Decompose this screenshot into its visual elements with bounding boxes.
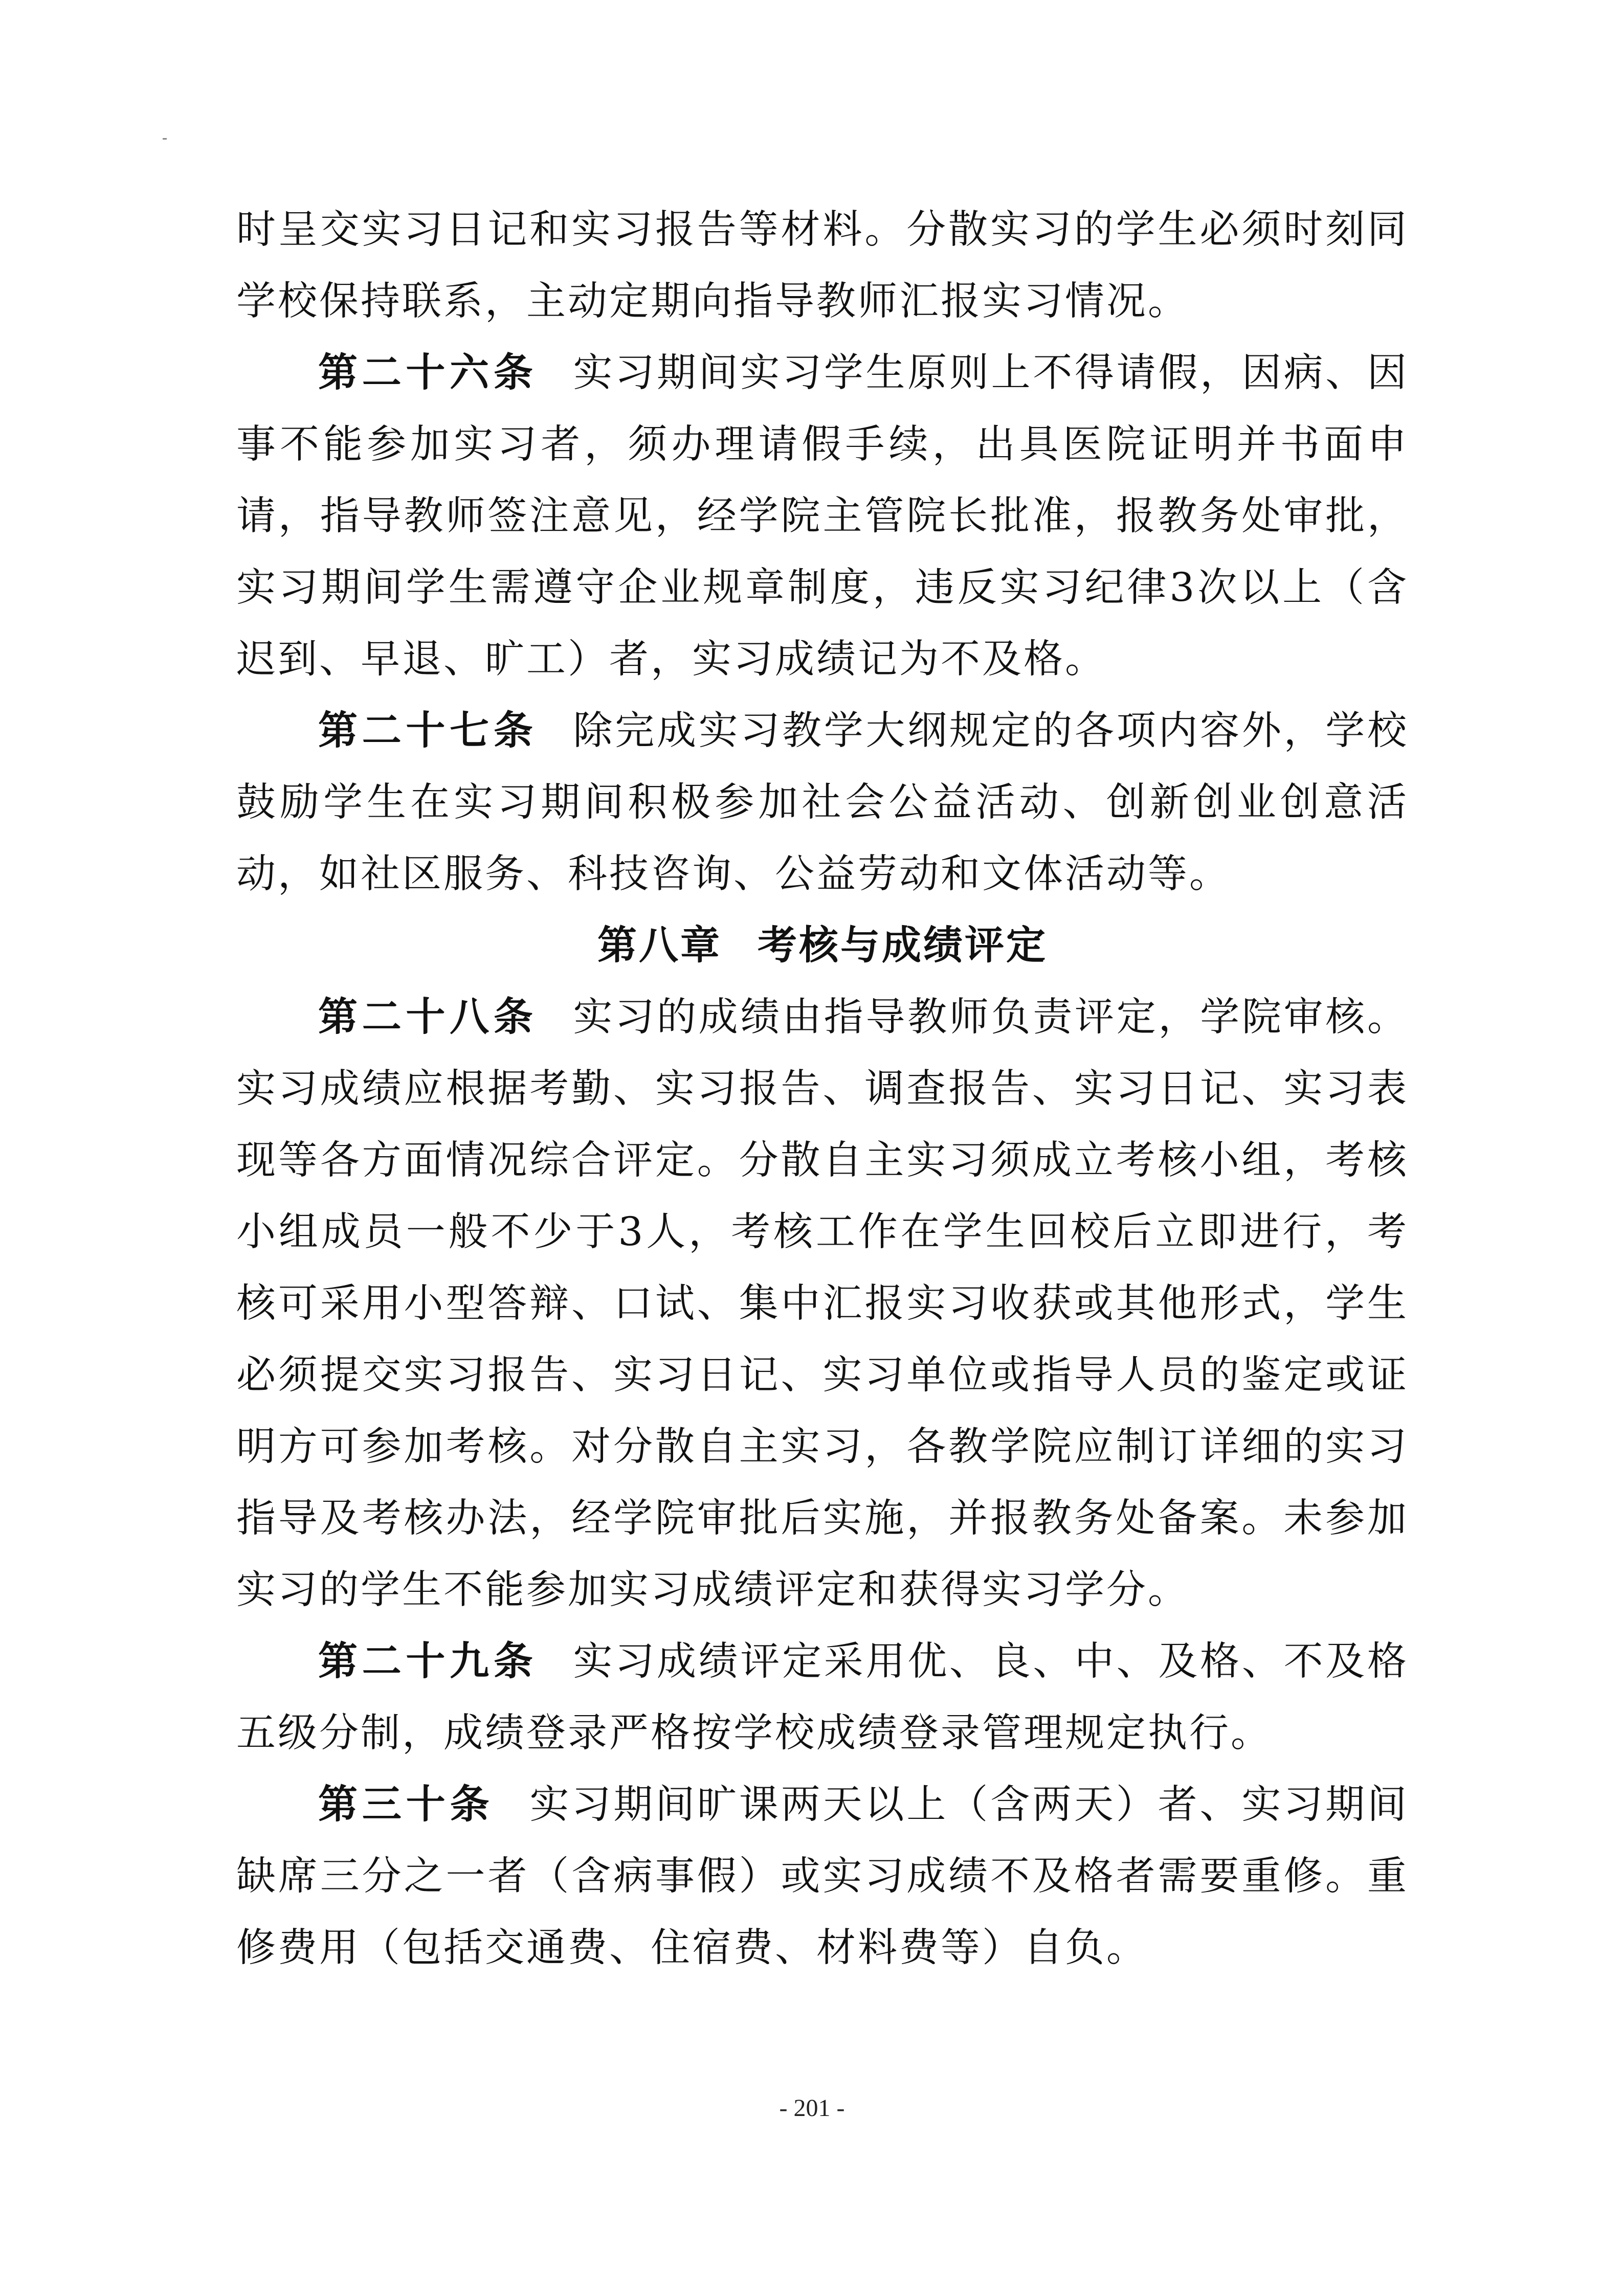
scan-mark	[163, 138, 167, 140]
article-text: 实习成绩评定采用优、良、中、及格、不及格五级分制，成绩登录严格按学校成绩登录管理规定执行。	[236, 1639, 1409, 1756]
chapter-number: 第八章	[597, 923, 722, 969]
article-text: 除完成实习教学大纲规定的各项内容外，学校鼓励学生在实习期间积极参加社会公益活动、创新创业创意活动，如社区服务、科技咨询、公益劳动和文体活动等。	[236, 708, 1409, 897]
article-28	[236, 982, 1409, 1626]
document-body	[236, 194, 1409, 1984]
chapter-title: 考核与成绩评定	[758, 923, 1048, 969]
article-29	[236, 1626, 1409, 1769]
chapter-heading	[236, 910, 1409, 982]
article-text: 实习的成绩由指导教师负责评定，学院审核。实习成绩应根据考勤、实习报告、调查报告、实习日记、实习表现等各方面情况综合评定。分散自主实习须成立考核小组，考核小组成员一般不少于3人，考核工作在学生回校后立即进行，考核可采用小型答辩、口试、集中汇报实习收获或其他形式，学生必须提交实习报告、实习日记、实习单位或指导人员的鉴定或证明方可参加考核。对分散自主实习，各教学院应制订详细的实习指导及考核办法，经学院审批后实施，并报教务处备案。未参加实习的学生不能参加实习成绩评定和获得实习学分。	[236, 995, 1409, 1613]
paragraph-continuation	[236, 194, 1409, 337]
article-number: 第二十七条	[318, 708, 538, 754]
article-text: 实习期间旷课两天以上（含两天）者、实习期间缺席三分之一者（含病事假）或实习成绩不及格者需要重修。重修费用（包括交通费、住宿费、材料费等）自负。	[236, 1782, 1409, 1971]
article-26	[236, 337, 1409, 695]
article-number: 第二十八条	[318, 995, 538, 1040]
article-number: 第三十条	[318, 1782, 494, 1828]
article-text: 实习期间实习学生原则上不得请假，因病、因事不能参加实习者，须办理请假手续，出具医院证明并书面申请，指导教师签注意见，经学院主管院长批准，报教务处审批，实习期间学生需遵守企业规章制度，违反实习纪律3次以上（含迟到、早退、旷工）者，实习成绩记为不及格。	[236, 350, 1409, 682]
article-30	[236, 1769, 1409, 1984]
page-number: - 201 -	[779, 2095, 845, 2122]
article-27	[236, 695, 1409, 910]
article-number: 第二十六条	[318, 350, 538, 396]
article-number: 第二十九条	[318, 1639, 538, 1684]
paragraph-text: 时呈交实习日记和实习报告等材料。分散实习的学生必须时刻同学校保持联系，主动定期向指导教师汇报实习情况。	[236, 207, 1409, 324]
